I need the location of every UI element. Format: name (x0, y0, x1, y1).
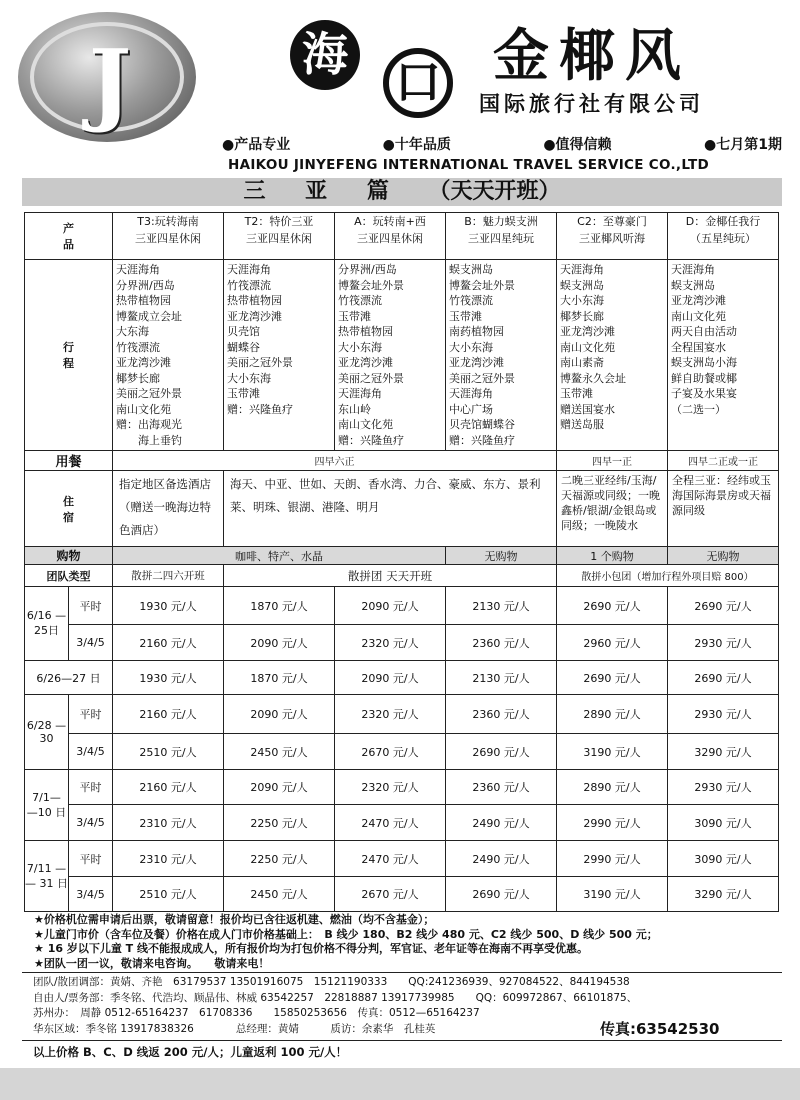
price-cell: 3190 元/人 (557, 734, 668, 770)
slogan: ●产品专业 (222, 137, 291, 153)
date-cell: 6/28 — 30 (25, 695, 69, 770)
price-cell: 2890 元/人 (557, 770, 668, 805)
meals-row (25, 451, 779, 471)
price-cell: 3290 元/人 (668, 734, 779, 770)
date-cell: 6/26—27 日 (25, 661, 113, 695)
itinerary-item: 天涯海角 (227, 263, 271, 276)
itinerary-item: 玉带滩 (227, 387, 260, 400)
itinerary-item: 热带植物园 (116, 294, 171, 307)
price-cell: 2450 元/人 (224, 877, 335, 912)
product-cell: D：金椰任我行 （五星纯玩） (668, 213, 779, 260)
itinerary-item: 竹筏漂流 (449, 294, 493, 307)
note-line: ★团队一团一议，敬请来电咨询。 敬请来电！ (34, 956, 270, 970)
price-cell: 3190 元/人 (557, 877, 668, 912)
price-cell: 2090 元/人 (335, 587, 446, 625)
itinerary-item: 分界洲/西岛 (116, 278, 175, 292)
itinerary-item: 椰梦长廊 (560, 309, 604, 323)
shopping-label: 购物 (25, 547, 113, 565)
itinerary-item: 南药植物园 (449, 325, 504, 338)
itinerary-cell (113, 260, 224, 451)
itinerary-item: 玉带滩 (560, 387, 593, 400)
hotel-list: 海天、中亚、世如、天朗、香水湾、力合、豪威、东方、景利莱、明珠、银湖、港隆、明月 (224, 471, 557, 547)
itinerary-cell (224, 260, 335, 451)
itinerary-item: 蜈支洲岛 (560, 278, 604, 292)
product-row (25, 213, 779, 260)
itinerary-item: 天涯海角 (338, 387, 382, 400)
group-type-row (25, 565, 779, 587)
itinerary-item: 天涯海角 (116, 263, 160, 276)
price-cell: 2250 元/人 (224, 805, 335, 841)
itinerary-item: 竹筏漂流 (338, 294, 382, 307)
product-cell: T3:玩转海南 三亚四星休闲 (113, 213, 224, 260)
price-cell: 2930 元/人 (668, 695, 779, 734)
price-cell: 2130 元/人 (446, 587, 557, 625)
price-cell: 2690 元/人 (557, 661, 668, 695)
itinerary-item: 亚龙湾沙滩 (338, 356, 393, 369)
price-row (25, 877, 779, 912)
hotel-row (25, 471, 779, 547)
section-banner (22, 178, 782, 206)
itinerary-item: 南山文化苑 (671, 309, 726, 323)
itinerary-item: 天涯海角 (449, 387, 493, 400)
banner-part: （天天开班） (428, 179, 561, 204)
price-cell: 2160 元/人 (113, 625, 224, 661)
price-cell: 2890 元/人 (557, 695, 668, 734)
price-cell: 1930 元/人 (113, 661, 224, 695)
price-cell: 2360 元/人 (446, 695, 557, 734)
contact-line: 华东区域：季冬铭 13917838326 总经理：黄婧 质访：余素华 孔桂英 (33, 1022, 436, 1035)
price-cell: 2310 元/人 (113, 805, 224, 841)
day-type-cell: 3/4/5 (69, 805, 113, 841)
meals-common: 四早六正 (113, 451, 557, 471)
contact-line: 团队/散团调部：黄婧、齐艳 63179537 13501916075 15121190333 QQ:241236939、927084522、844194538 (33, 976, 630, 988)
price-cell: 3290 元/人 (668, 877, 779, 912)
price-cell: 2690 元/人 (446, 877, 557, 912)
price-cell: 2160 元/人 (113, 770, 224, 805)
price-cell: 2160 元/人 (113, 695, 224, 734)
itinerary-item: 南山文化苑 (116, 402, 171, 416)
itinerary-item: 中心广场 (449, 402, 493, 416)
notes (34, 913, 784, 971)
fax-number: 传真:63542530 (600, 1020, 720, 1038)
day-type-cell: 3/4/5 (69, 734, 113, 770)
price-cell: 3090 元/人 (668, 805, 779, 841)
price-row (25, 734, 779, 770)
price-row (25, 841, 779, 877)
itinerary-item: 赠送岛服 (560, 418, 604, 431)
itinerary-item: 两天自由活动 (671, 325, 737, 338)
hotel-t3: 指定地区备选酒店（赠送一晚海边特色酒店） (113, 471, 224, 547)
group-type-c2-d: 散拼小包团（增加行程外项目赔 800） (557, 565, 779, 587)
price-cell: 2090 元/人 (224, 770, 335, 805)
rebate-note: 以上价格 B、C、D 线返 200 元/人；儿童返利 100 元/人！ (33, 1045, 348, 1059)
itinerary-item: 分界洲/西岛 (338, 263, 397, 276)
itinerary-item: 天涯海角 (671, 263, 715, 276)
price-cell: 2690 元/人 (668, 587, 779, 625)
product-cell: A：玩转南+西 三亚四星休闲 (335, 213, 446, 260)
itinerary-item: 美丽之冠外景 (449, 371, 515, 385)
price-cell: 2320 元/人 (335, 625, 446, 661)
price-cell: 2490 元/人 (446, 805, 557, 841)
itinerary-item: 热带植物园 (227, 294, 282, 307)
slogan: ●十年品质 (382, 137, 451, 153)
itinerary-row (25, 260, 779, 451)
hotel-c2: 二晚三亚经纬/玉海/天福源或同级；一晚鑫桥/银湖/金银岛或同级；一晚陵水 (557, 471, 668, 547)
meals-d: 四早二正或一正 (668, 451, 779, 471)
itinerary-item: 热带植物园 (338, 325, 393, 338)
price-cell: 2990 元/人 (557, 841, 668, 877)
price-row (25, 695, 779, 734)
meals-label: 用餐 (25, 451, 113, 471)
itinerary-item: 竹筏漂流 (227, 278, 271, 292)
price-cell: 2360 元/人 (446, 770, 557, 805)
price-cell: 2670 元/人 (335, 877, 446, 912)
day-type-cell: 平时 (69, 770, 113, 805)
itinerary-item: 大小东海 (560, 294, 604, 307)
itinerary-item: 玉带滩 (449, 309, 482, 323)
itinerary-item: 海上垂钓 (116, 433, 182, 447)
meals-c2: 四早一正 (557, 451, 668, 471)
bottom-bar (0, 1068, 800, 1100)
date-cell: 7/11 — — 31 日 (25, 841, 69, 912)
slogan: ●值得信赖 (543, 137, 612, 153)
itinerary-item: 蜈支洲岛小海 (671, 356, 737, 369)
contact-line: 自由人/票务部：季冬铭、代浩均、顾晶伟、林威 63542257 22818887 13917739985 QQ：609972867、66101875、 (33, 991, 638, 1004)
note-line: ★儿童门市价（含车位及餐）价格在成人门市价格基础上： B 线少 180、B2 线少 480 元、C2 线少 500、D 线少 500 元； (34, 927, 658, 941)
itinerary-item: 贝壳馆 (227, 325, 260, 338)
itinerary-item: 蜈支洲岛 (449, 263, 493, 276)
itinerary-item: 亚龙湾沙滩 (227, 309, 282, 323)
price-cell: 2690 元/人 (446, 734, 557, 770)
itinerary-cell (668, 260, 779, 451)
note-line: ★价格机位需申请后出票，敬请留意！报价均已含往返机建、燃油（均不含基金）； (34, 913, 435, 926)
slogan: ●七月第1期 (704, 137, 782, 153)
itinerary-item: 大小东海 (227, 371, 271, 385)
price-cell: 2130 元/人 (446, 661, 557, 695)
group-type-t3: 散拼二四六开班 (113, 565, 224, 587)
price-cell: 2320 元/人 (335, 695, 446, 734)
itinerary-item: 亚龙湾沙滩 (671, 294, 726, 307)
tour-table (24, 212, 779, 912)
day-type-cell: 3/4/5 (69, 877, 113, 912)
itinerary-item: 南山素斋 (560, 356, 604, 369)
day-type-cell: 平时 (69, 695, 113, 734)
product-cell: T2：特价三亚 三亚四星休闲 (224, 213, 335, 260)
itinerary-item: 大小东海 (338, 340, 382, 354)
slogan-row (222, 134, 782, 154)
itinerary-item: 赠：兴隆鱼疗 (227, 402, 293, 416)
price-cell: 2090 元/人 (335, 661, 446, 695)
shopping-d: 无购物 (668, 547, 779, 565)
group-type-label: 团队类型 (25, 565, 113, 587)
price-cell: 2360 元/人 (446, 625, 557, 661)
price-cell: 3090 元/人 (668, 841, 779, 877)
itinerary-item: 博鳌永久会址 (560, 371, 626, 385)
product-cell: B：魅力蜈支洲 三亚四星纯玩 (446, 213, 557, 260)
date-cell: 6/16 —25日 (25, 587, 69, 661)
price-cell: 2250 元/人 (224, 841, 335, 877)
price-row (25, 805, 779, 841)
itinerary-item: 赠：出海观光 (116, 418, 182, 431)
price-cell: 2930 元/人 (668, 770, 779, 805)
price-cell: 2690 元/人 (557, 587, 668, 625)
itinerary-item: 赠：兴隆鱼疗 (338, 433, 404, 447)
itinerary-item: 天涯海角 (560, 263, 604, 276)
itinerary-item: 赠：兴隆鱼疗 (449, 433, 515, 447)
price-cell: 2670 元/人 (335, 734, 446, 770)
shopping-row (25, 547, 779, 565)
itinerary-item: 东山岭 (338, 402, 371, 416)
itinerary-label: 行 程 (25, 260, 113, 451)
itinerary-item: 亚龙湾沙滩 (560, 325, 615, 338)
itinerary-item: 全程国宴水 (671, 340, 726, 354)
price-cell: 2470 元/人 (335, 805, 446, 841)
itinerary-item: 亚龙湾沙滩 (449, 356, 504, 369)
price-cell: 2450 元/人 (224, 734, 335, 770)
price-cell: 2090 元/人 (224, 695, 335, 734)
price-cell: 2470 元/人 (335, 841, 446, 877)
itinerary-cell (557, 260, 668, 451)
itinerary-item: （二选一） (671, 402, 726, 416)
day-type-cell: 3/4/5 (69, 625, 113, 661)
price-cell: 2690 元/人 (668, 661, 779, 695)
price-cell: 1870 元/人 (224, 661, 335, 695)
price-cell: 2510 元/人 (113, 734, 224, 770)
english-company-name: HAIKOU JINYEFENG INTERNATIONAL TRAVEL SERVICE CO.,LTD (228, 157, 710, 173)
haikou-char-1: 海 (290, 20, 360, 90)
group-type-main: 散拼团 天天开班 (224, 565, 557, 587)
shopping-c2: 1 个购物 (557, 547, 668, 565)
hotel-label: 住 宿 (25, 471, 113, 547)
brand-subtitle: 国际旅行社有限公司 (479, 92, 704, 116)
price-row (25, 770, 779, 805)
itinerary-item: 蝴蝶谷 (227, 340, 260, 354)
itinerary-item: 赠送国宴水 (560, 402, 615, 416)
date-cell: 7/1— —10 日 (25, 770, 69, 841)
itinerary-item: 博鳌会址外景 (449, 278, 515, 292)
itinerary-cell (446, 260, 557, 451)
itinerary-item: 子宴及水果宴 (671, 387, 737, 400)
itinerary-item: 鲜自助餐或椰 (671, 371, 737, 385)
day-type-cell: 平时 (69, 841, 113, 877)
price-cell: 2490 元/人 (446, 841, 557, 877)
logo-letter: J (88, 30, 132, 136)
itinerary-cell (335, 260, 446, 451)
itinerary-item: 亚龙湾沙滩 (116, 356, 171, 369)
itinerary-item: 大东海 (116, 325, 149, 338)
itinerary-item: 南山文化苑 (338, 418, 393, 431)
brand-name: 金椰风 (493, 24, 691, 89)
itinerary-item: 贝壳馆蝴蝶谷 (449, 418, 515, 431)
day-type-cell: 平时 (69, 587, 113, 625)
product-label: 产 品 (25, 213, 113, 260)
banner-part: 篇 (366, 179, 389, 204)
price-row (25, 661, 779, 695)
price-cell: 2510 元/人 (113, 877, 224, 912)
price-cell: 1930 元/人 (113, 587, 224, 625)
divider (22, 972, 782, 973)
hotel-d: 全程三亚：经纬或玉海国际海景房或天福源同级 (668, 471, 779, 547)
product-cell: C2：至尊豪门 三亚椰风听海 (557, 213, 668, 260)
contact-line: 苏州办： 周静 0512-65164237 61708336 15850253656 传真：0512—65164237 (33, 1007, 480, 1019)
itinerary-item: 玉带滩 (338, 309, 371, 323)
price-cell: 2090 元/人 (224, 625, 335, 661)
shopping-t3-a: 咖啡、特产、水晶 (113, 547, 446, 565)
itinerary-item: 竹筏漂流 (116, 340, 160, 354)
itinerary-item: 椰梦长廊 (116, 371, 160, 385)
price-cell: 1870 元/人 (224, 587, 335, 625)
price-row (25, 625, 779, 661)
price-cell: 2930 元/人 (668, 625, 779, 661)
itinerary-item: 美丽之冠外景 (227, 356, 293, 369)
itinerary-item: 美丽之冠外景 (116, 387, 182, 400)
itinerary-item: 南山文化苑 (560, 340, 615, 354)
note-line: ★ 16 岁以下儿童 T 线不能报成成人，所有报价均为打包价格不得分判，军官证、老年证等在海南不再享受优惠。 (34, 942, 588, 955)
price-cell: 2320 元/人 (335, 770, 446, 805)
divider (22, 1040, 782, 1041)
price-cell: 2990 元/人 (557, 805, 668, 841)
price-cell: 2960 元/人 (557, 625, 668, 661)
banner-part: 亚 (305, 179, 328, 204)
itinerary-item: 蜈支洲岛 (671, 278, 715, 292)
price-cell: 2310 元/人 (113, 841, 224, 877)
haikou-char-2: 口 (383, 48, 453, 118)
itinerary-item: 美丽之冠外景 (338, 371, 404, 385)
itinerary-item: 大小东海 (449, 340, 493, 354)
itinerary-item: 博鳌会址外景 (338, 278, 404, 292)
shopping-b: 无购物 (446, 547, 557, 565)
price-row (25, 587, 779, 625)
banner-part: 三 (243, 179, 266, 204)
itinerary-item: 博鳌成立会址 (116, 309, 182, 323)
